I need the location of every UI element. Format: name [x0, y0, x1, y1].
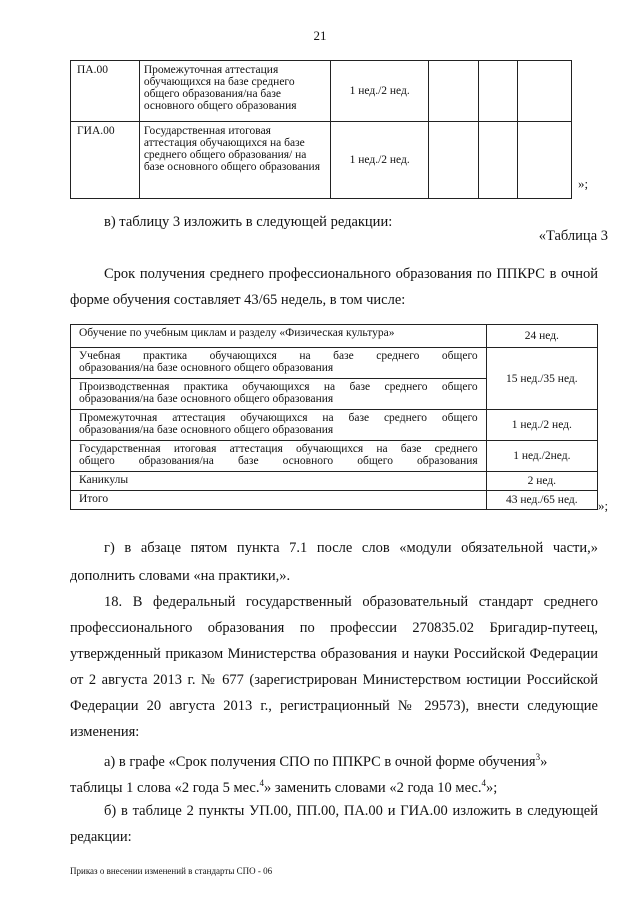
table-3-closing-quote: »; — [598, 498, 609, 513]
paragraph-g-line-2: дополнить словами «на практики,». — [70, 568, 291, 584]
label-line: Производственная практика обучающихся на базе среднего общего — [79, 381, 478, 393]
table-3-caption: «Таблица 3 — [538, 228, 608, 244]
table-row — [71, 472, 598, 491]
paragraph-b-line-1: б) в таблице 2 пункты УП.00, ПП.00, ПА.00 и ГИА.00 изложить в следующей — [104, 803, 598, 819]
table-cell-label — [71, 410, 487, 441]
page-number: 21 — [313, 28, 327, 43]
footnote-ref: 3 — [535, 752, 541, 762]
table-row — [71, 441, 598, 472]
intro-line-1: Срок получения среднего профессионального образования по ППКРС в очной — [104, 266, 598, 282]
table-row — [71, 491, 598, 510]
table-row — [71, 348, 598, 379]
text-run: » — [540, 753, 548, 770]
label-line: образования/на базе основного общего образования — [79, 362, 334, 374]
text-run: » заменить словами «2 года 10 мес. — [264, 779, 482, 796]
paragraph-18-line-3: утвержденный приказом Министерства образования и науки Российской Федерации — [70, 646, 598, 662]
footnote-ref: 4 — [259, 778, 264, 788]
table-cell-value: 15 нед./35 нед. — [486, 348, 597, 410]
table-2-closing-quote: »; — [578, 176, 589, 191]
label-line: образования/на базе основного общего образования — [79, 424, 334, 436]
table-cell-value: 2 нед. — [486, 472, 597, 491]
table-cell-value: 24 нед. — [486, 325, 597, 348]
table-cell-value: 1 нед./2нед. — [486, 441, 597, 472]
table-cell-value: 1 нед./2 нед. — [486, 410, 597, 441]
table-cell-empty — [429, 122, 479, 199]
paragraph-18-line-2: профессионального образования по профессии 270835.02 Бригадир-путеец, — [70, 620, 598, 636]
table-3 — [70, 324, 598, 510]
paragraph-18-line-6: изменения: — [70, 724, 140, 740]
table-cell-value: 1 нед./2 нед. — [331, 61, 429, 122]
table-cell-code: ПА.00 — [71, 61, 140, 122]
intro-line-2: форме обучения составляет 43/65 недель, в том числе: — [70, 292, 406, 308]
table-row — [71, 325, 598, 348]
table-row — [71, 122, 572, 199]
label-line: Промежуточная аттестация обучающихся на базе среднего общего — [79, 412, 478, 424]
table-cell-empty — [478, 122, 517, 199]
table-cell-label — [71, 379, 487, 410]
table-cell-name: Государственная итоговая аттестация обучающихся на базе среднего общего образования/ на базе основного общего образования — [139, 122, 330, 199]
paragraph-g-line-1: г) в абзаце пятом пункта 7.1 после слов «модули обязательной части,» — [104, 540, 598, 556]
table-cell-label — [71, 348, 487, 379]
table-cell-empty — [518, 61, 572, 122]
table-2-fragment — [70, 60, 572, 199]
label-line: образования/на базе основного общего образования — [79, 393, 334, 405]
table-cell-empty — [429, 61, 479, 122]
table-cell-label: Обучение по учебным циклам и разделу «Физическая культура» — [71, 325, 487, 348]
paragraph-a-line-1 — [104, 747, 604, 772]
table-cell-value: 43 нед./65 нед. — [486, 491, 597, 510]
paragraph-v: в) таблицу 3 изложить в следующей редакции: — [104, 214, 393, 230]
paragraph-18-line-4: от 2 августа 2013 г. № 677 (зарегистрирован Министерством юстиции Российской — [70, 672, 598, 688]
text-run: »; — [485, 779, 498, 796]
table-row — [71, 410, 598, 441]
paragraph-a-line-2 — [70, 773, 600, 798]
table-cell-label: Каникулы — [71, 472, 487, 491]
table-cell-value: 1 нед./2 нед. — [331, 122, 429, 199]
label-line: Государственная итоговая аттестация обучающихся на базе среднего — [79, 443, 478, 455]
text-run: а) в графе «Срок получения СПО по ППКРС в очной форме обучения — [104, 753, 536, 770]
paragraph-b-line-2: редакции: — [70, 829, 132, 845]
table-cell-label — [71, 441, 487, 472]
footnote-ref: 4 — [481, 778, 486, 788]
table-cell-empty — [518, 122, 572, 199]
table-cell-label: Итого — [71, 491, 487, 510]
footer-note: Приказ о внесении изменений в стандарты СПО - 06 — [70, 866, 273, 876]
label-line: общего образования/на базе основного общего образования — [79, 455, 478, 467]
table-row — [71, 61, 572, 122]
label-line: Учебная практика обучающихся на базе среднего общего — [79, 350, 478, 362]
table-cell-code: ГИА.00 — [71, 122, 140, 199]
paragraph-18-line-1: 18. В федеральный государственный образовательный стандарт среднего — [104, 594, 598, 610]
paragraph-18-line-5: Федерации 20 августа 2013 г., регистрационный № 29573), внести следующие — [70, 698, 598, 714]
table-cell-name: Промежуточная аттестация обучающихся на базе среднего общего образования/на базе основного общего образования — [139, 61, 330, 122]
text-run: таблицы 1 слова «2 года 5 мес. — [70, 779, 260, 796]
table-cell-empty — [478, 61, 517, 122]
